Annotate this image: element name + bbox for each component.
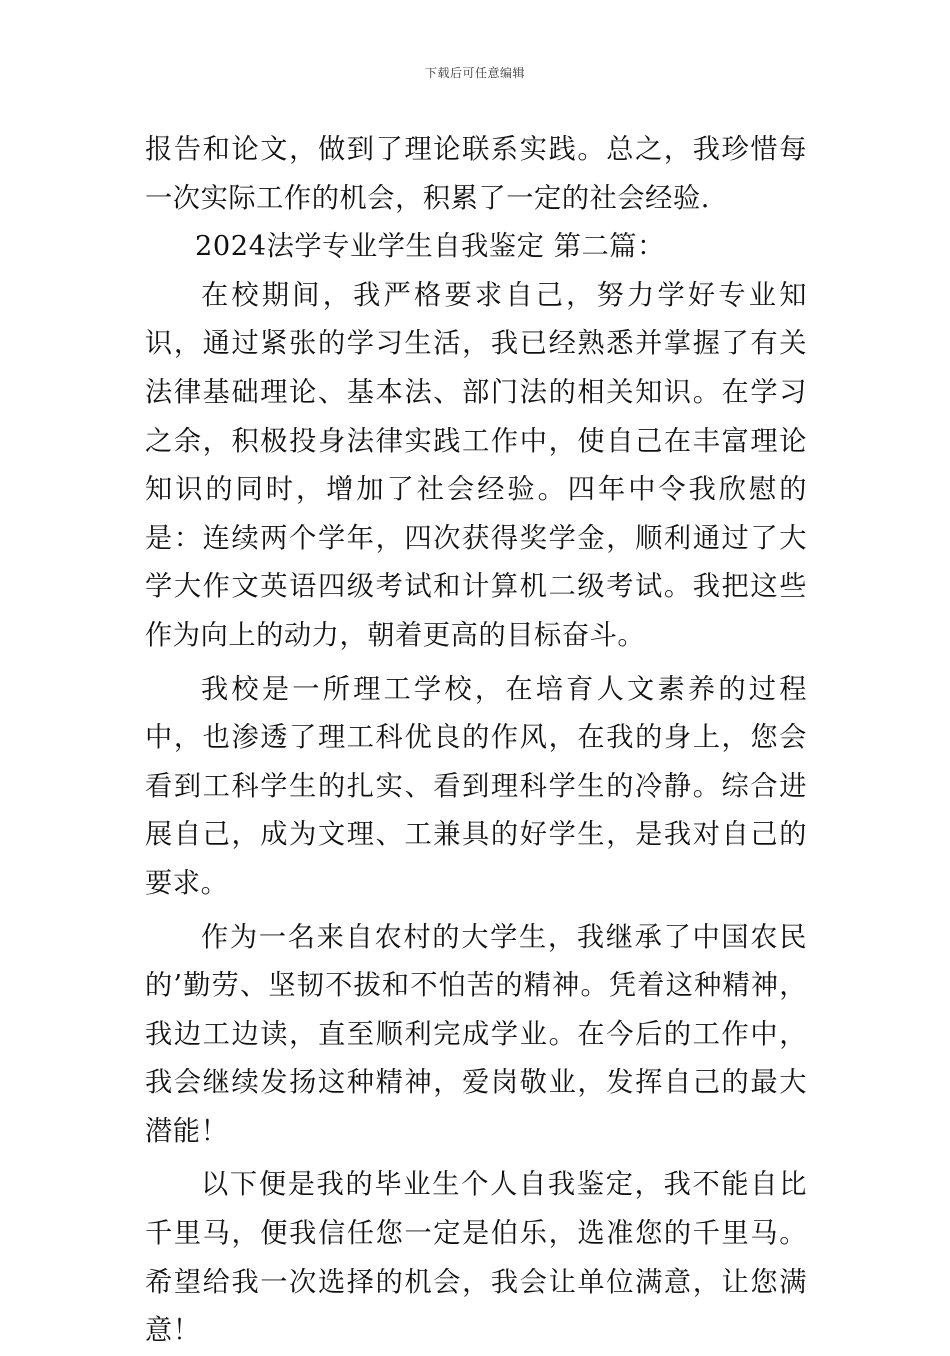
section-heading: 2024法学专业学生自我鉴定 第二篇： — [195, 231, 665, 263]
paragraph-conclusion: 以下便是我的毕业生个人自我鉴定，我不能自比千里马，便我信任您一定是伯乐，选准您的千里马。希望给我一次选择的机会，我会让单位满意，让您满意！ — [145, 1169, 807, 1347]
paragraph-study: 在校期间，我严格要求自己，努力学好专业知识，通过紧张的学习生活，我已经熟悉并掌握了有关法律基础理论、基本法、部门法的相关知识。在学习之余，积极投身法律实践工作中，使自己在丰富理论知识的同时，增加了社会经验。四年中令我欣慰的是：连续两个学年，四次获得奖学金，顺利通过了大学大作文英语四级考试和计算机二级考试。我把这些作为向上的动力，朝着更高的目标奋斗。 — [145, 279, 807, 651]
paragraph-continuation: 报告和论文，做到了理论联系实践。总之，我珍惜每一次实际工作的机会，积累了一定的社会经验. — [145, 134, 807, 214]
paragraph-background: 作为一名来自农村的大学生，我继承了中国农民的’勤劳、坚韧不拔和不怕苦的精神。凭着这种精神，我边工边读，直至顺利完成学业。在今后的工作中，我会继续发扬这种精神，爱岗敬业，发挥自己的最大潜能！ — [145, 921, 807, 1147]
paragraph-school: 我校是一所理工学校，在培育人文素养的过程中，也渗透了理工科优良的作风，在我的身上，您会看到工科学生的扎实、看到理科学生的冷静。综合进展自己，成为文理、工兼具的好学生，是我对自己的要求。 — [145, 673, 807, 899]
document-body — [145, 126, 807, 1356]
page-header: 下载后可任意编辑 — [424, 66, 525, 80]
